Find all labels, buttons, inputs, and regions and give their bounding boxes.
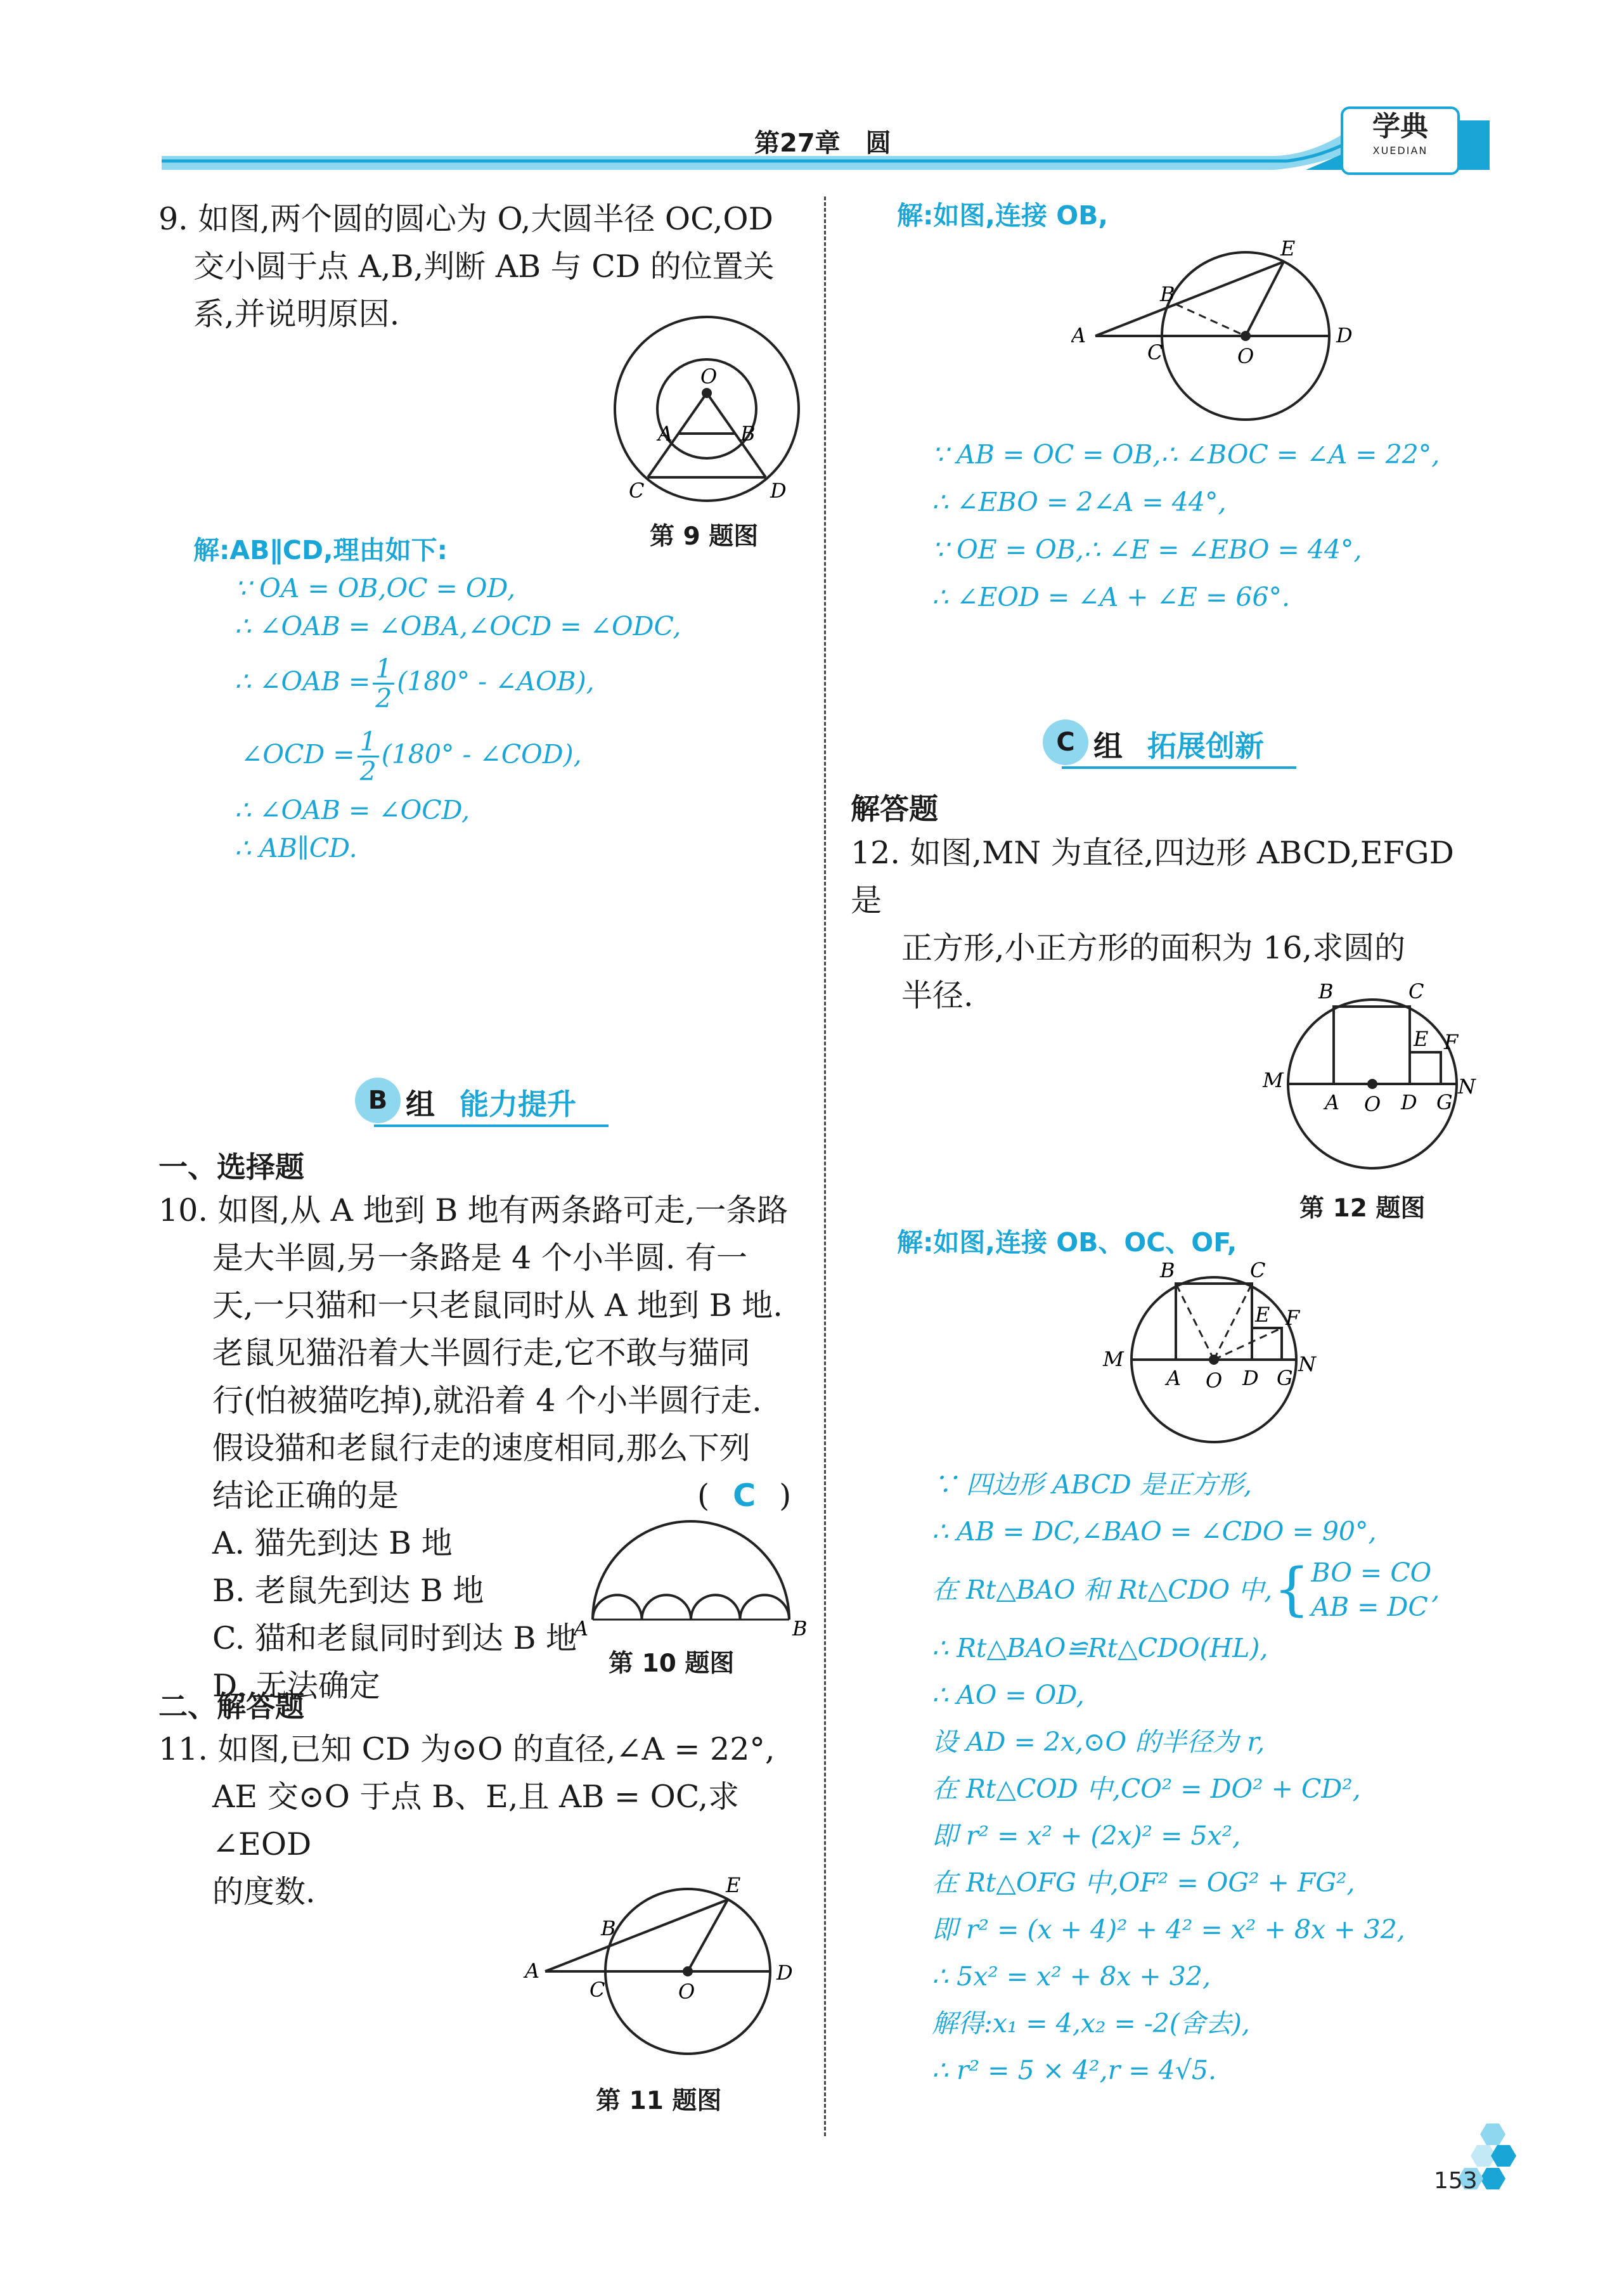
q11-figure: [520, 1867, 811, 2070]
q12-line-1: 12. 如图,MN 为直径,四边形 ABCD,EFGD 是: [851, 835, 1454, 918]
xuedian-logo: [1341, 106, 1460, 175]
q10-line-5: 行(怕被猫吃掉),就沿着 4 个小半圆行走.: [212, 1382, 762, 1419]
q10-answer-bracket: ( C ): [697, 1472, 791, 1519]
q9-sol-line-1: 解:AB∥CD,理由如下:: [193, 535, 448, 565]
q12s-label-n: N: [1298, 1352, 1316, 1376]
logo-text: 学典: [1372, 110, 1428, 143]
q11s-label-a: A: [1071, 323, 1086, 347]
q9-sol-line-6: ∴ ∠OAB = ∠OCD,: [235, 795, 470, 825]
q12s-label-c: C: [1250, 1258, 1266, 1282]
q10-large-semicircle: [593, 1521, 789, 1620]
group-b-badge: B: [355, 1078, 401, 1123]
q12-label-n: N: [1458, 1074, 1476, 1099]
q12-line-3: 半径.: [901, 977, 974, 1014]
q10-line-1: 10. 如图,从 A 地到 B 地有两条路可走,一条路: [158, 1192, 789, 1228]
q10-label-a: A: [574, 1616, 589, 1640]
q12-line-2: 正方形,小正方形的面积为 16,求圆的: [901, 930, 1406, 966]
chapter-title: 第27章 圆: [754, 129, 891, 158]
q9-fraction-2: $\frac{1}{2}$: [358, 728, 379, 785]
q11-solution-figure: [1071, 238, 1363, 434]
q11-solution-head: [897, 197, 1108, 235]
q9-label-c: C: [629, 479, 645, 503]
q9-caption: 第 9 题图: [650, 522, 759, 551]
q11-label-c: C: [590, 1978, 605, 2002]
q12-label-a: A: [1325, 1090, 1340, 1114]
q11s-label-b: B: [1160, 282, 1175, 306]
group-b-underline: [374, 1125, 609, 1127]
section-c-heading: 解答题: [851, 792, 938, 826]
q11-label-b: B: [601, 1916, 616, 1940]
q11-sol-line-2: ∵ AB = OC = OB,∴ ∠BOC = ∠A = 22°,: [932, 439, 1440, 470]
q10-figure: [574, 1515, 815, 1642]
group-b-banner: [355, 1078, 609, 1128]
group-c-label: 组: [1093, 729, 1123, 763]
q12-sol-line-7: 设 AD = 2x,⊙O 的半径为 r,: [932, 1727, 1265, 1757]
q12-center-dot: [1367, 1079, 1377, 1089]
q12-label-d: D: [1401, 1090, 1417, 1114]
q12-label-b: B: [1318, 979, 1334, 1003]
q11s-label-c: C: [1147, 340, 1163, 364]
q9-large-circle: [615, 317, 799, 501]
q9-line-1: 9. 如图,两个圆的圆心为 O,大圆半径 OC,OD: [158, 201, 773, 237]
q11s-dashed-ob: [1176, 304, 1246, 336]
q10-line-3: 天,一只猫和一只老鼠同时从 A 地到 B 地.: [212, 1287, 783, 1324]
q12-sol-line-6: ∴ AO = OD,: [932, 1680, 1085, 1710]
q12-sol-line-5: ∴ Rt△BAO≌Rt△CDO(HL),: [932, 1633, 1268, 1663]
q12-sol-line-4: 在 Rt△BAO 和 Rt△CDO 中, { BO = CO AB = DC ,: [932, 1556, 1440, 1623]
q12-label-e: E: [1414, 1027, 1429, 1051]
section-answer-heading: 二、解答题: [158, 1689, 304, 1724]
q12-label-o: O: [1364, 1092, 1381, 1116]
q10-option-b: B. 老鼠先到达 B 地: [212, 1573, 484, 1609]
q11-line-oe: [688, 1900, 728, 1971]
q11s-label-e: E: [1280, 238, 1296, 261]
q12s-label-d: D: [1242, 1366, 1259, 1390]
group-c-title: 拓展创新: [1147, 729, 1264, 763]
q10-option-c: C. 猫和老鼠同时到达 B 地: [212, 1620, 577, 1656]
q10-small-semicircles: [593, 1595, 789, 1620]
q12s-label-m: M: [1103, 1347, 1124, 1371]
q11-label-d: D: [777, 1961, 793, 1985]
q9-sol-line-2: ∵ OA = OB,OC = OD,: [235, 573, 515, 603]
q12-solution-body: [932, 1461, 1440, 2094]
q10-line-7: 结论正确的是 ( C ): [158, 1472, 818, 1519]
q12s-square-efgd: [1252, 1328, 1282, 1360]
q12s-label-o: O: [1206, 1369, 1223, 1393]
group-b-title: 能力提升: [460, 1087, 576, 1121]
q12s-dashed-oc: [1214, 1284, 1252, 1360]
q11-line-1: 11. 如图,已知 CD 为⊙O 的直径,∠A = 22°,: [158, 1731, 775, 1767]
q11-line-2: AE 交⊙O 于点 B、E,且 AB = OC,求∠EOD: [212, 1779, 740, 1862]
page-number: 153: [1434, 2168, 1478, 2194]
q11-sol-line-1: 解:如图,连接 OB,: [897, 200, 1108, 231]
q12-label-g: G: [1436, 1090, 1453, 1114]
logo-subtext: XUEDIAN: [1372, 145, 1428, 157]
q9-label-o: O: [700, 364, 718, 389]
q12s-center-dot: [1209, 1355, 1219, 1365]
q10-option-a: A. 猫先到达 B 地: [212, 1525, 453, 1561]
q12-square-efgd: [1410, 1052, 1441, 1084]
q10-caption: 第 10 题图: [609, 1649, 735, 1678]
q9-line-2: 交小圆于点 A,B,判断 AB 与 CD 的位置关: [193, 248, 775, 285]
q12s-label-b: B: [1160, 1258, 1175, 1282]
q11-line-ae: [545, 1900, 728, 1971]
q11-sol-line-4: ∵ OE = OB,∴ ∠E = ∠EBO = 44°,: [932, 534, 1362, 565]
q11-center-dot: [683, 1966, 693, 1976]
q11-sol-line-3: ∴ ∠EBO = 2∠A = 44°,: [932, 487, 1227, 517]
q10-line-6: 假设猫和老鼠行走的速度相同,那么下列: [212, 1430, 751, 1466]
q9-sol-line-3: ∴ ∠OAB = ∠OBA,∠OCD = ∠ODC,: [235, 611, 681, 641]
q11s-label-o: O: [1237, 344, 1254, 368]
q10-option-d: D. 无法确定: [212, 1668, 380, 1704]
q9-figure: [596, 314, 811, 504]
group-c-banner: [1043, 719, 1296, 770]
q9-line-3: 系,并说明原因.: [193, 296, 400, 332]
q9-solution: [193, 531, 681, 867]
q11s-line-oe: [1246, 262, 1284, 336]
q12-sol-line-8: 在 Rt△COD 中,CO² = DO² + CD²,: [932, 1774, 1361, 1804]
q12-system: BO = CO AB = DC: [1311, 1557, 1432, 1622]
q12-figure: [1242, 973, 1496, 1182]
section-choice-heading: 一、选择题: [158, 1150, 304, 1184]
q9-label-d: D: [770, 479, 787, 503]
group-c-underline: [1062, 766, 1296, 769]
q12-sol-line-3: ∴ AB = DC,∠BAO = ∠CDO = 90°,: [932, 1516, 1377, 1547]
q12-label-c: C: [1408, 979, 1424, 1003]
q12-brace: {: [1273, 1556, 1310, 1623]
q12-caption: 第 12 题图: [1299, 1194, 1426, 1223]
q9-label-a: A: [658, 422, 673, 446]
q12s-dashed-ob: [1176, 1284, 1214, 1360]
q9-sol-line-5: ∠OCD = $\frac{1}{2}$ (180° - ∠COD),: [241, 726, 582, 787]
q12-sol-line-11: 即 r² = (x + 4)² + 4² = x² + 8x + 32,: [932, 1914, 1405, 1945]
q12s-dashed-of: [1214, 1328, 1282, 1360]
q10-line-4: 老鼠见猫沿着大半圆行走,它不敢与猫同: [212, 1335, 751, 1371]
q11-label-a: A: [525, 1959, 540, 1983]
q9-center-dot: [702, 388, 712, 398]
q12s-label-f: F: [1286, 1306, 1300, 1330]
q9-fraction-1: $\frac{1}{2}$: [373, 655, 394, 712]
q12-sol-line-10: 在 Rt△OFG 中,OF² = OG² + FG²,: [932, 1867, 1355, 1898]
q12-label-m: M: [1263, 1068, 1284, 1092]
q12-label-f: F: [1444, 1030, 1459, 1054]
q9-sol-line-7: ∴ AB∥CD.: [235, 833, 358, 863]
q12-sol-line-2: ∵ 四边形 ABCD 是正方形,: [932, 1469, 1252, 1500]
q12-sol-line-13: 解得:x₁ = 4,x₂ = -2(舍去),: [932, 2008, 1250, 2039]
q12-sol-line-1: 解:如图,连接 OB、OC、OF,: [897, 1227, 1237, 1258]
q12s-label-g: G: [1277, 1366, 1293, 1390]
q11s-label-d: D: [1336, 323, 1353, 347]
q11s-center-dot: [1241, 331, 1251, 341]
column-divider: [824, 197, 826, 2136]
q11-label-o: O: [678, 1980, 695, 2004]
q12-solution-head: [897, 1223, 1237, 1261]
q12-sol-line-9: 即 r² = x² + (2x)² = 5x²,: [932, 1821, 1241, 1851]
q12-square-abcd: [1334, 1007, 1410, 1084]
q12s-label-e: E: [1255, 1303, 1270, 1327]
group-c-badge: C: [1043, 719, 1088, 765]
q9-label-b: B: [740, 422, 756, 446]
q12-sol-line-12: ∴ 5x² = x² + 8x + 32,: [932, 1961, 1211, 1992]
q12-sol-line-14: ∴ r² = 5 × 4²,r = 4√5.: [932, 2055, 1216, 2085]
q12-solution-figure: [1084, 1258, 1337, 1455]
group-b-label: 组: [406, 1087, 435, 1121]
q10-answer: C: [733, 1478, 756, 1514]
q11-caption: 第 11 题图: [596, 2087, 722, 2115]
q10-label-b: B: [792, 1616, 808, 1640]
q11-sol-line-5: ∴ ∠EOD = ∠A + ∠E = 66°.: [932, 582, 1291, 612]
q9-sol-line-4: ∴ ∠OAB = $\frac{1}{2}$ (180° - ∠AOB),: [235, 654, 595, 714]
q10-line-2: 是大半圆,另一条路是 4 个小半圆. 有一: [212, 1240, 748, 1276]
q11-solution-body: [932, 431, 1440, 621]
q11-label-e: E: [726, 1873, 741, 1897]
q12s-label-a: A: [1166, 1366, 1182, 1390]
q11-line-3: 的度数.: [212, 1874, 316, 1910]
